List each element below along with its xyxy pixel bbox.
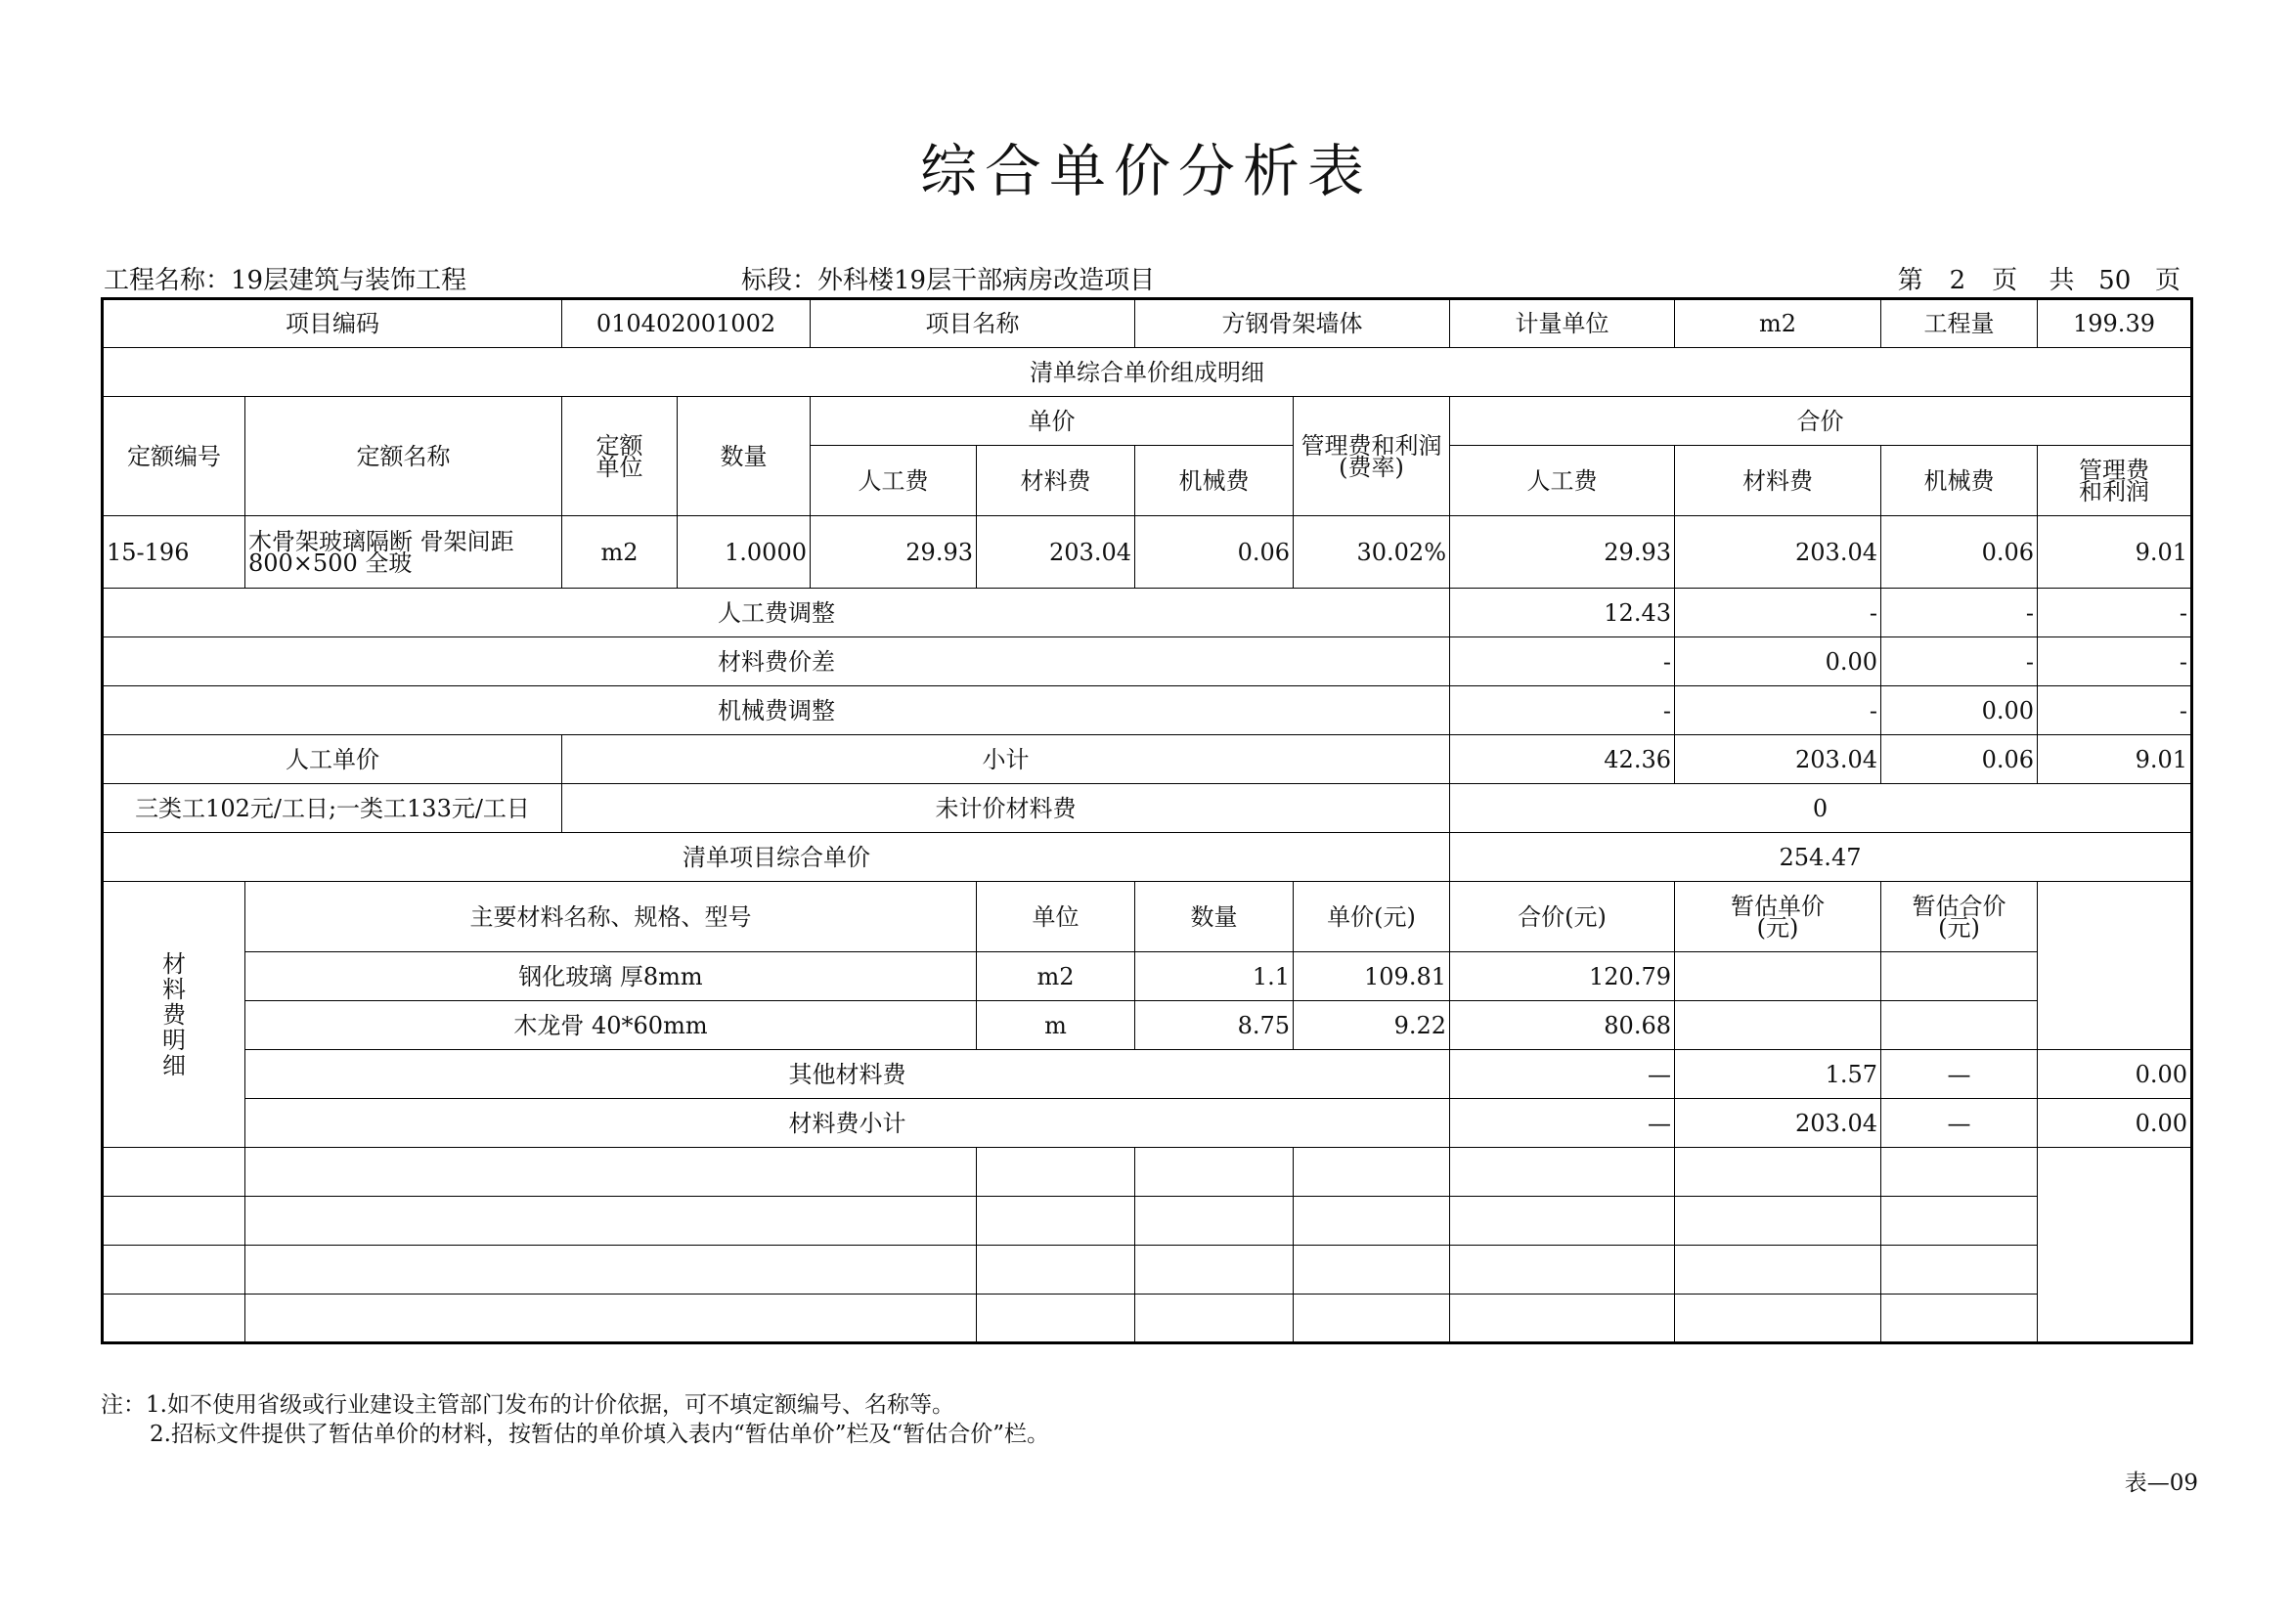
empty-cell	[1294, 1148, 1450, 1197]
unpriced-value: 0	[1450, 784, 2192, 833]
subtotal-machine: 0.06	[1881, 735, 2038, 784]
subtotal-labor: 42.36	[1450, 735, 1675, 784]
adjustment-mgmt: -	[2038, 686, 2192, 735]
col-quota-no: 定额编号	[103, 397, 245, 516]
quota-name: 木骨架玻璃隔断 骨架间距800×500 全玻	[245, 516, 562, 589]
page-mid: 页	[1992, 266, 2018, 295]
item-code-label: 项目编码	[103, 299, 562, 348]
material-total: 80.68	[1450, 1001, 1675, 1050]
note-1: 注：1.如不使用省级或行业建设主管部门发布的计价依据，可不填定额编号、名称等。	[101, 1392, 954, 1418]
adjustment-label: 机械费调整	[103, 686, 1450, 735]
quota-total-labor: 29.93	[1450, 516, 1675, 589]
adjustment-label: 材料费价差	[103, 637, 1450, 686]
col-quota-unit	[562, 397, 678, 516]
material-est-total	[1881, 952, 2038, 1001]
material-est-total	[1881, 1001, 2038, 1050]
material-col-name: 主要材料名称、规格、型号	[245, 882, 977, 952]
adjustment-material: 0.00	[1675, 637, 1881, 686]
empty-cell	[1450, 1148, 1675, 1197]
material-qty: 8.75	[1135, 1001, 1294, 1050]
empty-cell	[1135, 1197, 1294, 1246]
empty-cell	[1881, 1197, 2038, 1246]
note-2: 2.招标文件提供了暂估单价的材料，按暂估的单价填入表内“暂估单价”栏及“暂估合价”栏。	[150, 1422, 1049, 1447]
notes	[101, 1390, 1049, 1449]
subtotal-row	[103, 735, 2192, 784]
col-t-material: 材料费	[1675, 446, 1881, 516]
material-subtotal-est-total: 0.00	[2038, 1099, 2192, 1148]
material-subtotal-row	[103, 1099, 2192, 1148]
empty-cell	[1675, 1148, 1881, 1197]
material-col-est-total	[1881, 882, 2038, 952]
total-suffix: 页	[2154, 266, 2181, 295]
material-col-est-price-text: 暂估单价(元)	[1731, 892, 1825, 942]
unit-price-row	[103, 833, 2192, 882]
empty-cell	[1294, 1246, 1450, 1295]
col-mgmt-rate	[1294, 397, 1450, 516]
col-total-price: 合价	[1450, 397, 2192, 446]
adjustment-labor: -	[1450, 637, 1675, 686]
adjustment-labor: 12.43	[1450, 589, 1675, 637]
labor-price: 三类工102元/工日;一类工133元/工日	[103, 784, 562, 833]
column-header-row-1	[103, 397, 2192, 446]
quota-machine: 0.06	[1135, 516, 1294, 589]
page-number: 2	[1949, 266, 1966, 295]
unpriced-label: 未计价材料费	[562, 784, 1450, 833]
material-side-label-text: 材料费明细	[162, 949, 186, 1079]
other-material-est-total: 0.00	[2038, 1050, 2192, 1099]
adjustment-machine: 0.00	[1881, 686, 2038, 735]
other-material-est-price: —	[1881, 1050, 2038, 1099]
material-col-total: 合价(元)	[1450, 882, 1675, 952]
item-code: 010402001002	[562, 299, 811, 348]
item-name-label: 项目名称	[811, 299, 1135, 348]
material-est-price	[1675, 1001, 1881, 1050]
empty-cell	[977, 1148, 1135, 1197]
material-subtotal-total: 203.04	[1675, 1099, 1881, 1148]
col-mgmt-text: 管理费和利润	[2079, 456, 2149, 505]
adjustment-mgmt: -	[2038, 589, 2192, 637]
material-subtotal-price: —	[1450, 1099, 1675, 1148]
total-pages: 50	[2098, 266, 2132, 295]
section-name: 标段：外科楼19层干部病房改造项目	[741, 266, 1156, 295]
empty-cell	[1294, 1295, 1450, 1343]
material-col-est-total-text: 暂估合价(元)	[1912, 892, 2006, 942]
material-name: 钢化玻璃 厚8mm	[245, 952, 977, 1001]
material-row	[103, 1001, 2192, 1050]
item-unit-label: 计量单位	[1450, 299, 1675, 348]
detail-title: 清单综合单价组成明细	[103, 348, 2192, 397]
col-machine: 机械费	[1135, 446, 1294, 516]
empty-cell	[245, 1197, 977, 1246]
detail-title-row	[103, 348, 2192, 397]
adjustment-row	[103, 589, 2192, 637]
subtotal-mgmt: 9.01	[2038, 735, 2192, 784]
page-prefix: 第	[1897, 266, 1923, 295]
col-labor: 人工费	[811, 446, 977, 516]
material-total: 120.79	[1450, 952, 1675, 1001]
adjustment-row	[103, 686, 2192, 735]
material-subtotal-label: 材料费小计	[245, 1099, 1450, 1148]
col-quantity: 数量	[678, 397, 811, 516]
quota-material: 203.04	[977, 516, 1135, 589]
unpriced-row	[103, 784, 2192, 833]
empty-cell	[245, 1295, 977, 1343]
col-mgmt-rate-text: 管理费和利润(费率)	[1300, 431, 1442, 481]
quota-no: 15-196	[103, 516, 245, 589]
empty-row	[103, 1246, 2192, 1295]
empty-cell	[977, 1197, 1135, 1246]
unit-price-value: 254.47	[1450, 833, 2192, 882]
material-row	[103, 952, 2192, 1001]
quota-total-machine: 0.06	[1881, 516, 2038, 589]
empty-cell	[1881, 1246, 2038, 1295]
material-unit: m	[977, 1001, 1135, 1050]
material-subtotal-est-price: —	[1881, 1099, 2038, 1148]
analysis-table	[101, 297, 2193, 1344]
other-material-label: 其他材料费	[245, 1050, 1450, 1099]
empty-cell	[977, 1295, 1135, 1343]
material-name: 木龙骨 40*60mm	[245, 1001, 977, 1050]
empty-row	[103, 1148, 2192, 1197]
col-t-machine: 机械费	[1881, 446, 2038, 516]
empty-row	[103, 1197, 2192, 1246]
col-mgmt	[2038, 446, 2192, 516]
empty-cell	[103, 1295, 245, 1343]
total-prefix: 共	[2049, 266, 2075, 295]
empty-cell	[103, 1148, 245, 1197]
quota-unit: m2	[562, 516, 678, 589]
form-code: 表—09	[2124, 1470, 2198, 1496]
quota-total-mgmt: 9.01	[2038, 516, 2192, 589]
adjustment-machine: -	[1881, 637, 2038, 686]
quota-row	[103, 516, 2192, 589]
col-t-labor: 人工费	[1450, 446, 1675, 516]
page-indicator	[1898, 260, 2181, 296]
empty-cell	[1881, 1295, 2038, 1343]
adjustment-machine: -	[1881, 589, 2038, 637]
material-price: 109.81	[1294, 952, 1450, 1001]
item-qty: 199.39	[2038, 299, 2192, 348]
empty-cell	[1675, 1197, 1881, 1246]
unit-price-label: 清单项目综合单价	[103, 833, 1450, 882]
material-side-label	[103, 882, 245, 1148]
col-material: 材料费	[977, 446, 1135, 516]
empty-cell	[245, 1148, 977, 1197]
quota-rate: 30.02%	[1294, 516, 1450, 589]
material-price: 9.22	[1294, 1001, 1450, 1050]
item-name: 方钢骨架墙体	[1135, 299, 1450, 348]
material-col-qty: 数量	[1135, 882, 1294, 952]
other-material-total: 1.57	[1675, 1050, 1881, 1099]
empty-cell	[1450, 1197, 1675, 1246]
other-material-row	[103, 1050, 2192, 1099]
empty-cell	[1450, 1246, 1675, 1295]
empty-cell	[977, 1246, 1135, 1295]
item-qty-label: 工程量	[1881, 299, 2038, 348]
adjustment-labor: -	[1450, 686, 1675, 735]
material-est-price	[1675, 952, 1881, 1001]
col-quota-name: 定额名称	[245, 397, 562, 516]
empty-cell	[103, 1246, 245, 1295]
material-unit: m2	[977, 952, 1135, 1001]
quota-total-material: 203.04	[1675, 516, 1881, 589]
empty-cell	[1675, 1246, 1881, 1295]
material-col-unit: 单位	[977, 882, 1135, 952]
adjustment-label: 人工费调整	[103, 589, 1450, 637]
empty-row	[103, 1295, 2192, 1343]
labor-price-label: 人工单价	[103, 735, 562, 784]
empty-cell	[1675, 1295, 1881, 1343]
empty-cell	[245, 1246, 977, 1295]
project-name: 工程名称：19层建筑与装饰工程	[104, 266, 467, 295]
item-unit: m2	[1675, 299, 1881, 348]
adjustment-mgmt: -	[2038, 637, 2192, 686]
item-info-row	[103, 299, 2192, 348]
empty-cell	[1450, 1295, 1675, 1343]
material-qty: 1.1	[1135, 952, 1294, 1001]
quota-labor: 29.93	[811, 516, 977, 589]
adjustment-material: -	[1675, 686, 1881, 735]
col-quota-unit-text: 定额单位	[595, 431, 643, 481]
adjustment-material: -	[1675, 589, 1881, 637]
empty-cell	[1135, 1246, 1294, 1295]
col-unit-price: 单价	[811, 397, 1294, 446]
page-title: 综合单价分析表	[919, 138, 1372, 204]
material-col-est-price	[1675, 882, 1881, 952]
material-col-price: 单价(元)	[1294, 882, 1450, 952]
other-material-price: —	[1450, 1050, 1675, 1099]
adjustment-row	[103, 637, 2192, 686]
material-header-row	[103, 882, 2192, 952]
empty-cell	[1294, 1197, 1450, 1246]
empty-cell	[1135, 1295, 1294, 1343]
subtotal-material: 203.04	[1675, 735, 1881, 784]
empty-cell	[1881, 1148, 2038, 1197]
subtotal-label: 小计	[562, 735, 1450, 784]
empty-cell	[103, 1197, 245, 1246]
quota-quantity: 1.0000	[678, 516, 811, 589]
empty-cell	[1135, 1148, 1294, 1197]
